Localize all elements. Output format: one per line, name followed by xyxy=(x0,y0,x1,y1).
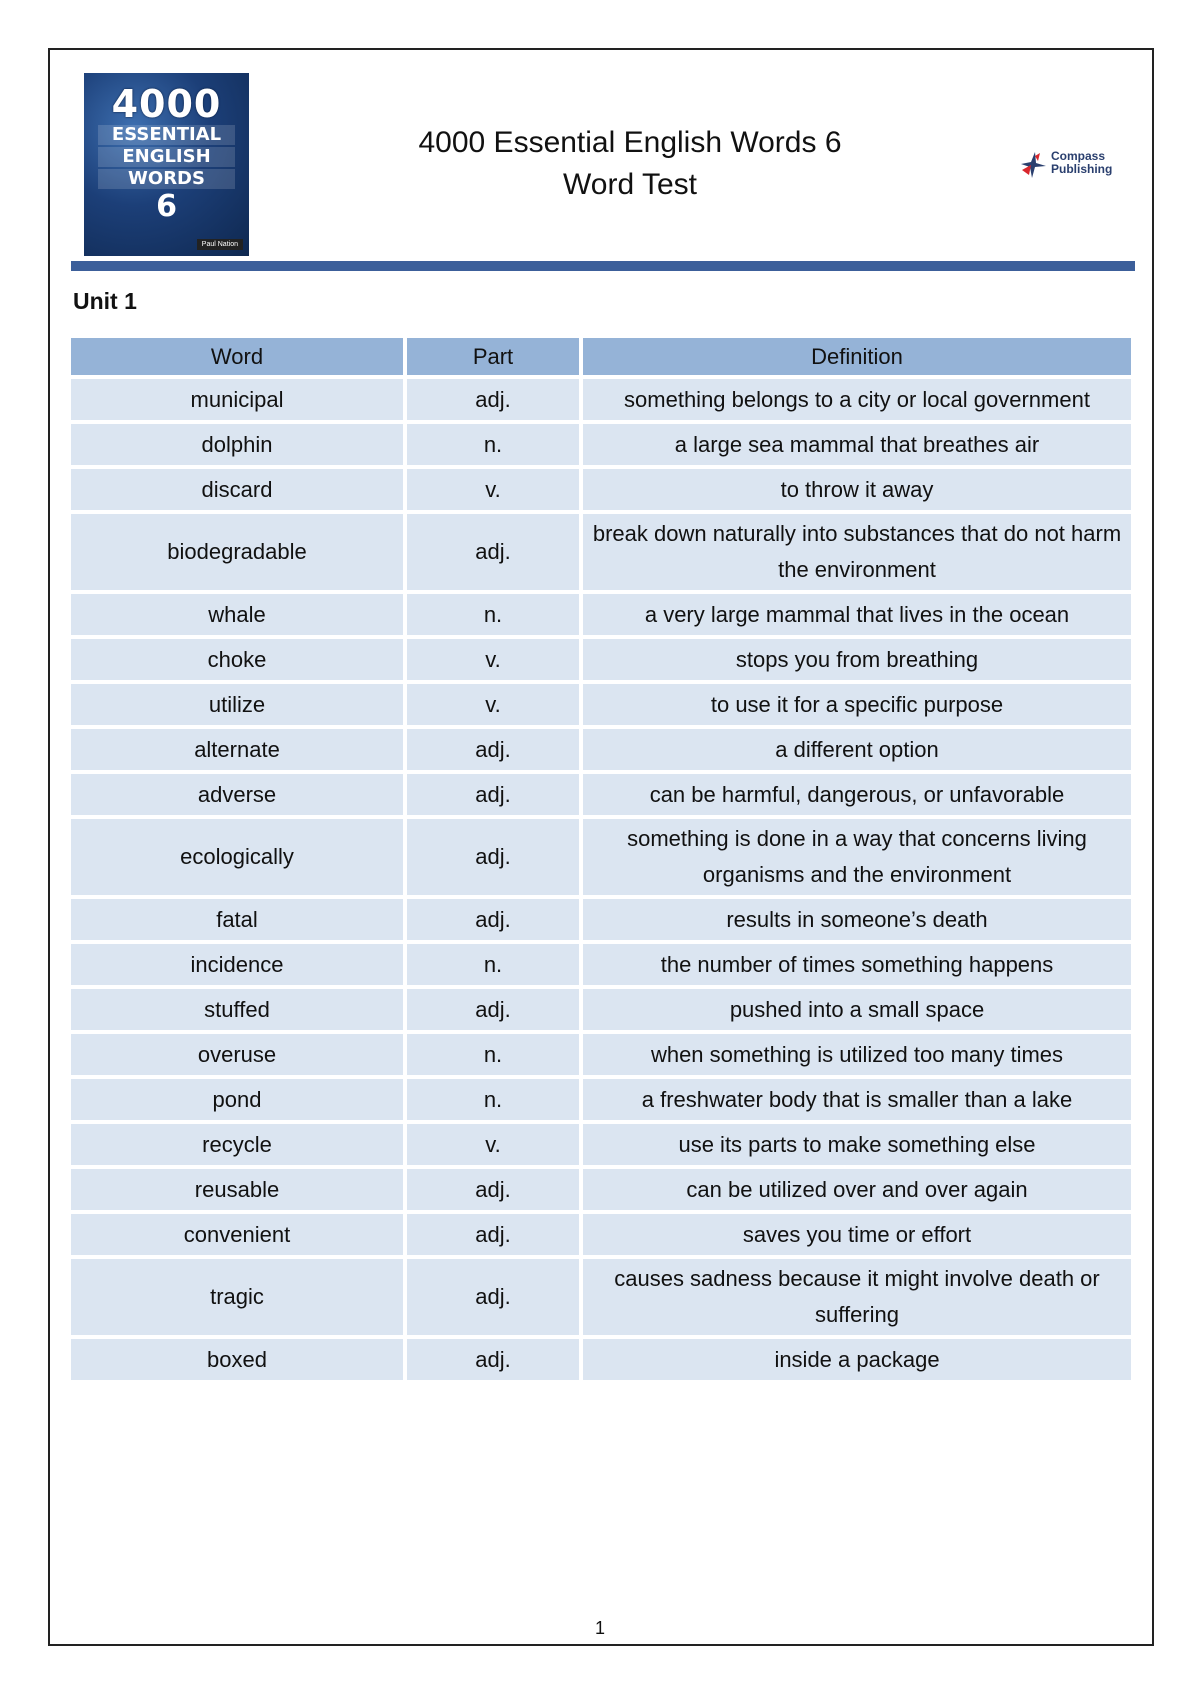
word-cell: dolphin xyxy=(71,424,403,465)
word-cell: biodegradable xyxy=(71,514,403,590)
word-cell: adverse xyxy=(71,774,403,815)
table-row xyxy=(71,379,1131,420)
word-cell: utilize xyxy=(71,684,403,725)
word-cell: choke xyxy=(71,639,403,680)
part-cell: adj. xyxy=(407,729,579,770)
definition-cell: results in someone’s death xyxy=(583,899,1131,940)
part-cell: v. xyxy=(407,1124,579,1165)
word-cell: fatal xyxy=(71,899,403,940)
part-cell: n. xyxy=(407,1034,579,1075)
definition-cell: stops you from breathing xyxy=(583,639,1131,680)
part-cell: n. xyxy=(407,1079,579,1120)
header-divider xyxy=(71,261,1135,271)
part-cell: n. xyxy=(407,424,579,465)
part-cell: adj. xyxy=(407,1339,579,1380)
column-header-word: Word xyxy=(71,338,403,375)
definition-cell: break down naturally into substances that do not harm the environment xyxy=(583,514,1131,590)
cover-author: Paul Nation xyxy=(197,239,243,250)
definition-cell: inside a package xyxy=(583,1339,1131,1380)
part-cell: adj. xyxy=(407,989,579,1030)
part-cell: adj. xyxy=(407,1169,579,1210)
word-cell: tragic xyxy=(71,1259,403,1335)
definition-cell: something belongs to a city or local government xyxy=(583,379,1131,420)
word-cell: alternate xyxy=(71,729,403,770)
word-cell: overuse xyxy=(71,1034,403,1075)
table-row xyxy=(71,729,1131,770)
part-cell: v. xyxy=(407,639,579,680)
table-row xyxy=(71,684,1131,725)
table-header-row xyxy=(71,338,1131,375)
table-row xyxy=(71,594,1131,635)
table-row xyxy=(71,774,1131,815)
publisher-name-line-2: Publishing xyxy=(1051,162,1113,176)
document-title xyxy=(310,122,950,206)
definition-cell: a different option xyxy=(583,729,1131,770)
publisher-name-line-1: Compass xyxy=(1051,149,1106,163)
page-number: 1 xyxy=(594,1618,605,1638)
part-cell: adj. xyxy=(407,899,579,940)
definition-cell: a large sea mammal that breathes air xyxy=(583,424,1131,465)
title-line-2: Word Test xyxy=(563,168,697,201)
table-row xyxy=(71,1034,1131,1075)
part-cell: adj. xyxy=(407,819,579,895)
table-row xyxy=(71,899,1131,940)
part-cell: adj. xyxy=(407,1214,579,1255)
table-row xyxy=(71,1079,1131,1120)
cover-edition: 6 xyxy=(156,189,177,224)
definition-cell: a very large mammal that lives in the ocean xyxy=(583,594,1131,635)
table-row xyxy=(71,1214,1131,1255)
word-cell: municipal xyxy=(71,379,403,420)
definition-cell: causes sadness because it might involve death or suffering xyxy=(583,1259,1131,1335)
title-line-1: 4000 Essential English Words 6 xyxy=(418,126,842,159)
table-row xyxy=(71,469,1131,510)
word-cell: pond xyxy=(71,1079,403,1120)
definition-cell: can be harmful, dangerous, or unfavorable xyxy=(583,774,1131,815)
word-cell: incidence xyxy=(71,944,403,985)
column-header-definition: Definition xyxy=(583,338,1131,375)
table-row xyxy=(71,1259,1131,1335)
cover-number: 4000 xyxy=(111,82,222,126)
word-cell: convenient xyxy=(71,1214,403,1255)
publisher-name xyxy=(1051,150,1112,176)
word-cell: boxed xyxy=(71,1339,403,1380)
column-header-part: Part xyxy=(407,338,579,375)
definition-cell: something is done in a way that concerns living organisms and the environment xyxy=(583,819,1131,895)
cover-line-words: WORDS xyxy=(98,169,235,189)
publisher-logo xyxy=(1018,148,1128,184)
part-cell: adj. xyxy=(407,514,579,590)
definition-cell: pushed into a small space xyxy=(583,989,1131,1030)
table-row xyxy=(71,1169,1131,1210)
cover-line-english: ENGLISH xyxy=(98,147,235,167)
part-cell: adj. xyxy=(407,1259,579,1335)
definition-cell: the number of times something happens xyxy=(583,944,1131,985)
vocabulary-table xyxy=(67,334,1135,1384)
word-cell: discard xyxy=(71,469,403,510)
unit-heading: Unit 1 xyxy=(73,288,137,314)
definition-cell: to use it for a specific purpose xyxy=(583,684,1131,725)
table-row xyxy=(71,989,1131,1030)
cover-line-essential: ESSENTIAL xyxy=(98,125,235,145)
book-cover-image xyxy=(84,73,249,256)
part-cell: n. xyxy=(407,594,579,635)
word-cell: whale xyxy=(71,594,403,635)
definition-cell: saves you time or effort xyxy=(583,1214,1131,1255)
part-cell: v. xyxy=(407,469,579,510)
table-row xyxy=(71,944,1131,985)
table-row xyxy=(71,1339,1131,1380)
table-row xyxy=(71,819,1131,895)
table-row xyxy=(71,514,1131,590)
definition-cell: when something is utilized too many times xyxy=(583,1034,1131,1075)
definition-cell: use its parts to make something else xyxy=(583,1124,1131,1165)
part-cell: n. xyxy=(407,944,579,985)
part-cell: v. xyxy=(407,684,579,725)
definition-cell: can be utilized over and over again xyxy=(583,1169,1131,1210)
definition-cell: a freshwater body that is smaller than a lake xyxy=(583,1079,1131,1120)
table-row xyxy=(71,1124,1131,1165)
word-cell: stuffed xyxy=(71,989,403,1030)
table-row xyxy=(71,639,1131,680)
definition-cell: to throw it away xyxy=(583,469,1131,510)
word-cell: recycle xyxy=(71,1124,403,1165)
word-cell: ecologically xyxy=(71,819,403,895)
table-row xyxy=(71,424,1131,465)
word-cell: reusable xyxy=(71,1169,403,1210)
part-cell: adj. xyxy=(407,774,579,815)
compass-star-icon xyxy=(1018,150,1048,180)
part-cell: adj. xyxy=(407,379,579,420)
